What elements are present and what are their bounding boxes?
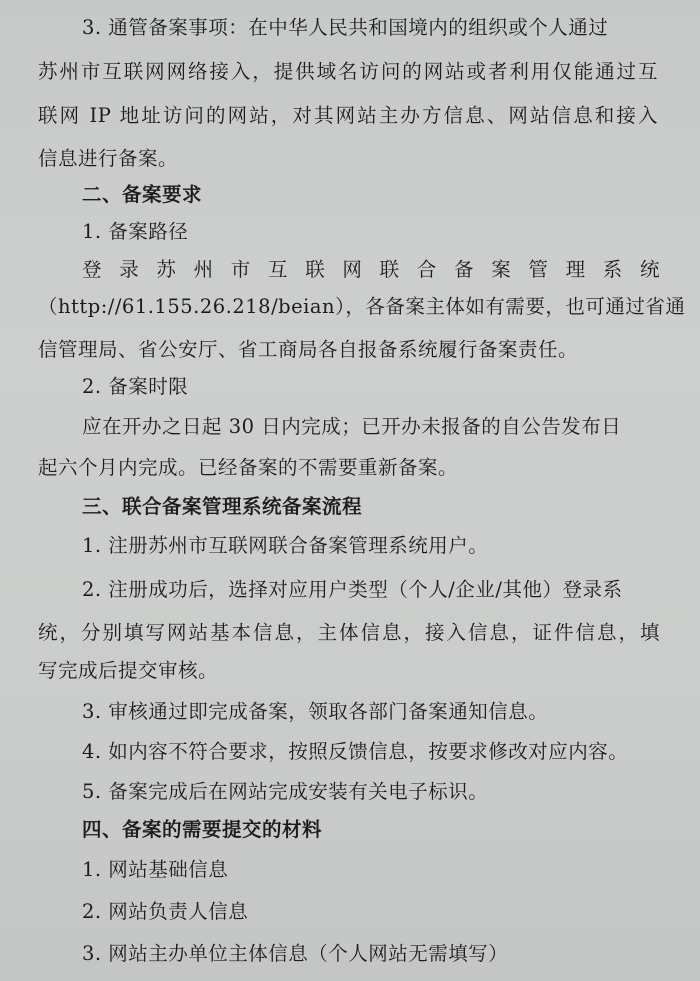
section-heading: 三、联合备案管理系统备案流程	[82, 495, 363, 518]
paragraph-line: 写完成后提交审核。	[38, 659, 219, 682]
paragraph-line: 3. 通管备案事项：在中华人民共和国境内的组织或个人通过	[82, 16, 609, 39]
paragraph-line: 应在开办之日起 30 日内完成；已开办未报备的自公告发布日	[82, 415, 622, 438]
paragraph-line: （http://61.155.26.218/beian），各备案主体如有需要，也可通过省通	[38, 295, 686, 318]
list-item: 2. 注册成功后，选择对应用户类型（个人/企业/其他）登录系	[82, 578, 623, 601]
paragraph-line: 起六个月内完成。已经备案的不需要重新备案。	[38, 456, 459, 479]
list-item: 3. 审核通过即完成备案，领取各部门备案通知信息。	[82, 700, 549, 723]
subsection-title: 1. 备案路径	[82, 220, 189, 243]
list-item: 3. 网站主办单位主体信息（个人网站无需填写）	[82, 942, 509, 965]
list-item: 5. 备案完成后在网站完成安装有关电子标识。	[82, 780, 489, 803]
list-item: 1. 注册苏州市互联网联合备案管理系统用户。	[82, 534, 489, 557]
paragraph-line: 信息进行备案。	[38, 147, 179, 170]
list-item: 4. 如内容不符合要求，按照反馈信息，按要求修改对应内容。	[82, 740, 629, 763]
paragraph-line: 信管理局、省公安厅、省工商局各自报备系统履行备案责任。	[38, 338, 579, 361]
paragraph-line: 登录苏州市互联网联合备案管理系统	[82, 258, 660, 281]
paragraph-line: 统，分别填写网站基本信息，主体信息，接入信息，证件信息，填	[38, 621, 660, 644]
list-item: 2. 网站负责人信息	[82, 900, 249, 923]
section-heading: 二、备案要求	[82, 183, 203, 206]
paragraph-line: 苏州市互联网网络接入，提供域名访问的网站或者利用仅能通过互	[38, 60, 658, 83]
section-heading: 四、备案的需要提交的材料	[82, 818, 323, 841]
paragraph-line: 联网 IP 地址访问的网站，对其网站主办方信息、网站信息和接入	[38, 104, 658, 127]
list-item: 1. 网站基础信息	[82, 858, 229, 881]
subsection-title: 2. 备案时限	[82, 375, 189, 398]
